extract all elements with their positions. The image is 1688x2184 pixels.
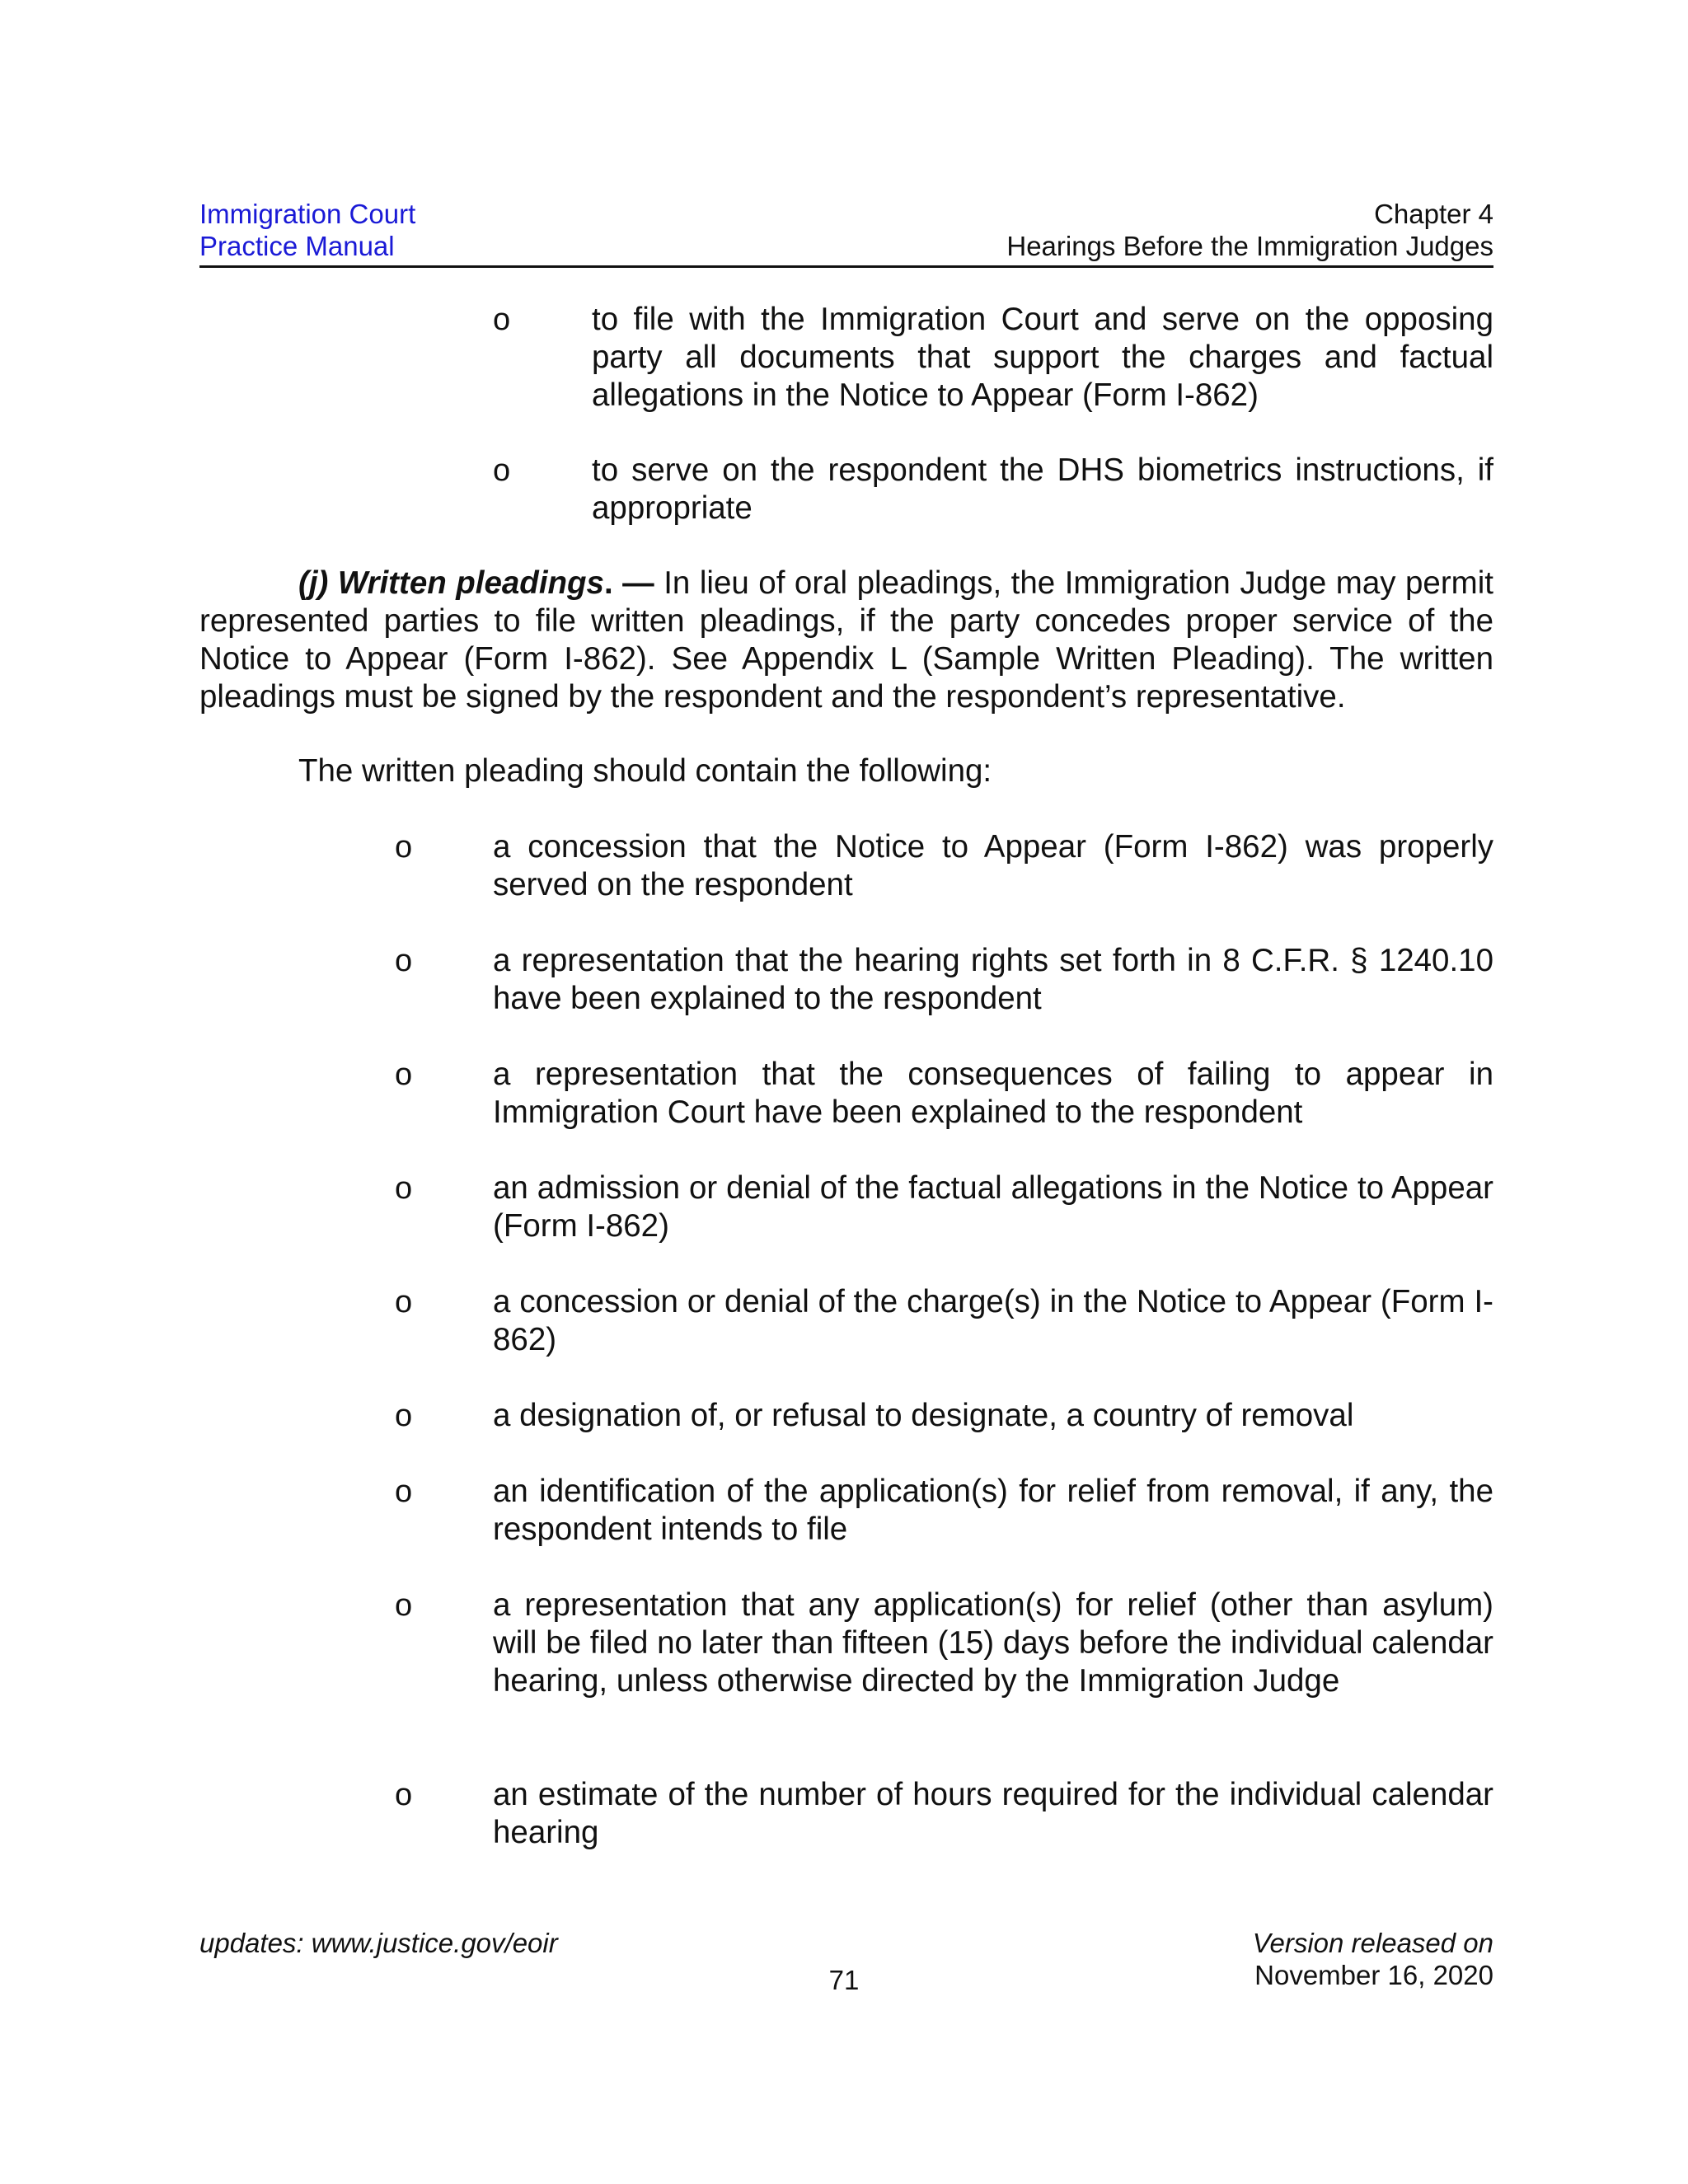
manual-title-line2: Practice Manual [199,231,395,261]
list-item-text: an identification of the application(s) for relief from removal, if any, the respondent intends to file [493,1474,1493,1547]
bullet-marker: o [395,1171,413,1206]
list-item-text: a representation that any application(s) for relief (other than asylum) will be filed no later than fifteen (15) days before the individual calendar hearing, unless otherwise directed by the Immigration Judge [493,1587,1493,1699]
version-date: November 16, 2020 [1254,1960,1493,1990]
version-info [1253,1927,1493,1991]
list-item-text: a representation that the consequences of failing to appear in Immigration Court have been explained to the respondent [493,1057,1493,1130]
list-item-text: to file with the Immigration Court and serve on the opposing party all documents that support the charges and factual allegations in the Notice to Appear (Form I-862) [592,302,1493,413]
list-item-text: a concession that the Notice to Appear (Form I-862) was properly served on the respondent [493,829,1493,902]
bullet-marker: o [395,1399,413,1433]
list-item-text: to serve on the respondent the DHS biometrics instructions, if appropriate [592,452,1493,526]
bullet-marker: o [395,1778,413,1812]
page-header [199,198,1493,268]
bullet-marker: o [395,1285,413,1319]
section-paragraph [199,565,1493,716]
manual-title-line1: Immigration Court [199,199,416,229]
bullet-marker: o [395,830,413,865]
section-body: In lieu of oral pleadings, the Immigration Judge may permit represented parties to file written pleadings, if the party concedes proper service of the Notice to Appear (Form I-862). See Appendix L (Sample Written Pleading). The written pleadings must be signed by the respondent and the respondent’s representative. [199,565,1493,715]
bullet-marker: o [395,1588,413,1623]
bullet-marker: o [493,453,511,488]
chapter-title [1006,198,1493,262]
list-item-text: an admission or denial of the factual allegations in the Notice to Appear (Form I-862) [493,1170,1493,1244]
version-label: Version released on [1252,1928,1493,1958]
section-dash: . — [603,565,654,601]
list-item-text: a representation that the hearing rights set forth in 8 C.F.R. § 1240.10 have been explained to the respondent [493,943,1493,1016]
chapter-number: Chapter 4 [1374,199,1493,229]
bullet-marker: o [395,1057,413,1092]
list-item-text: an estimate of the number of hours required for the individual calendar hearing [493,1777,1493,1850]
list-intro: The written pleading should contain the following: [298,753,992,789]
bullet-marker: o [395,1474,413,1509]
page-number: 71 [828,1965,860,1995]
list-item-text: a designation of, or refusal to designate, a country of removal [493,1398,1354,1433]
list-item-text: a concession or denial of the charge(s) in the Notice to Appear (Form I-862) [493,1284,1493,1357]
manual-title [199,198,415,262]
chapter-name: Hearings Before the Immigration Judges [1006,231,1493,261]
section-title: (j) Written pleadings [298,565,604,601]
bullet-marker: o [395,944,413,978]
bullet-marker: o [493,302,511,337]
updates-link-text: updates: www.justice.gov/eoir [199,1928,558,1958]
